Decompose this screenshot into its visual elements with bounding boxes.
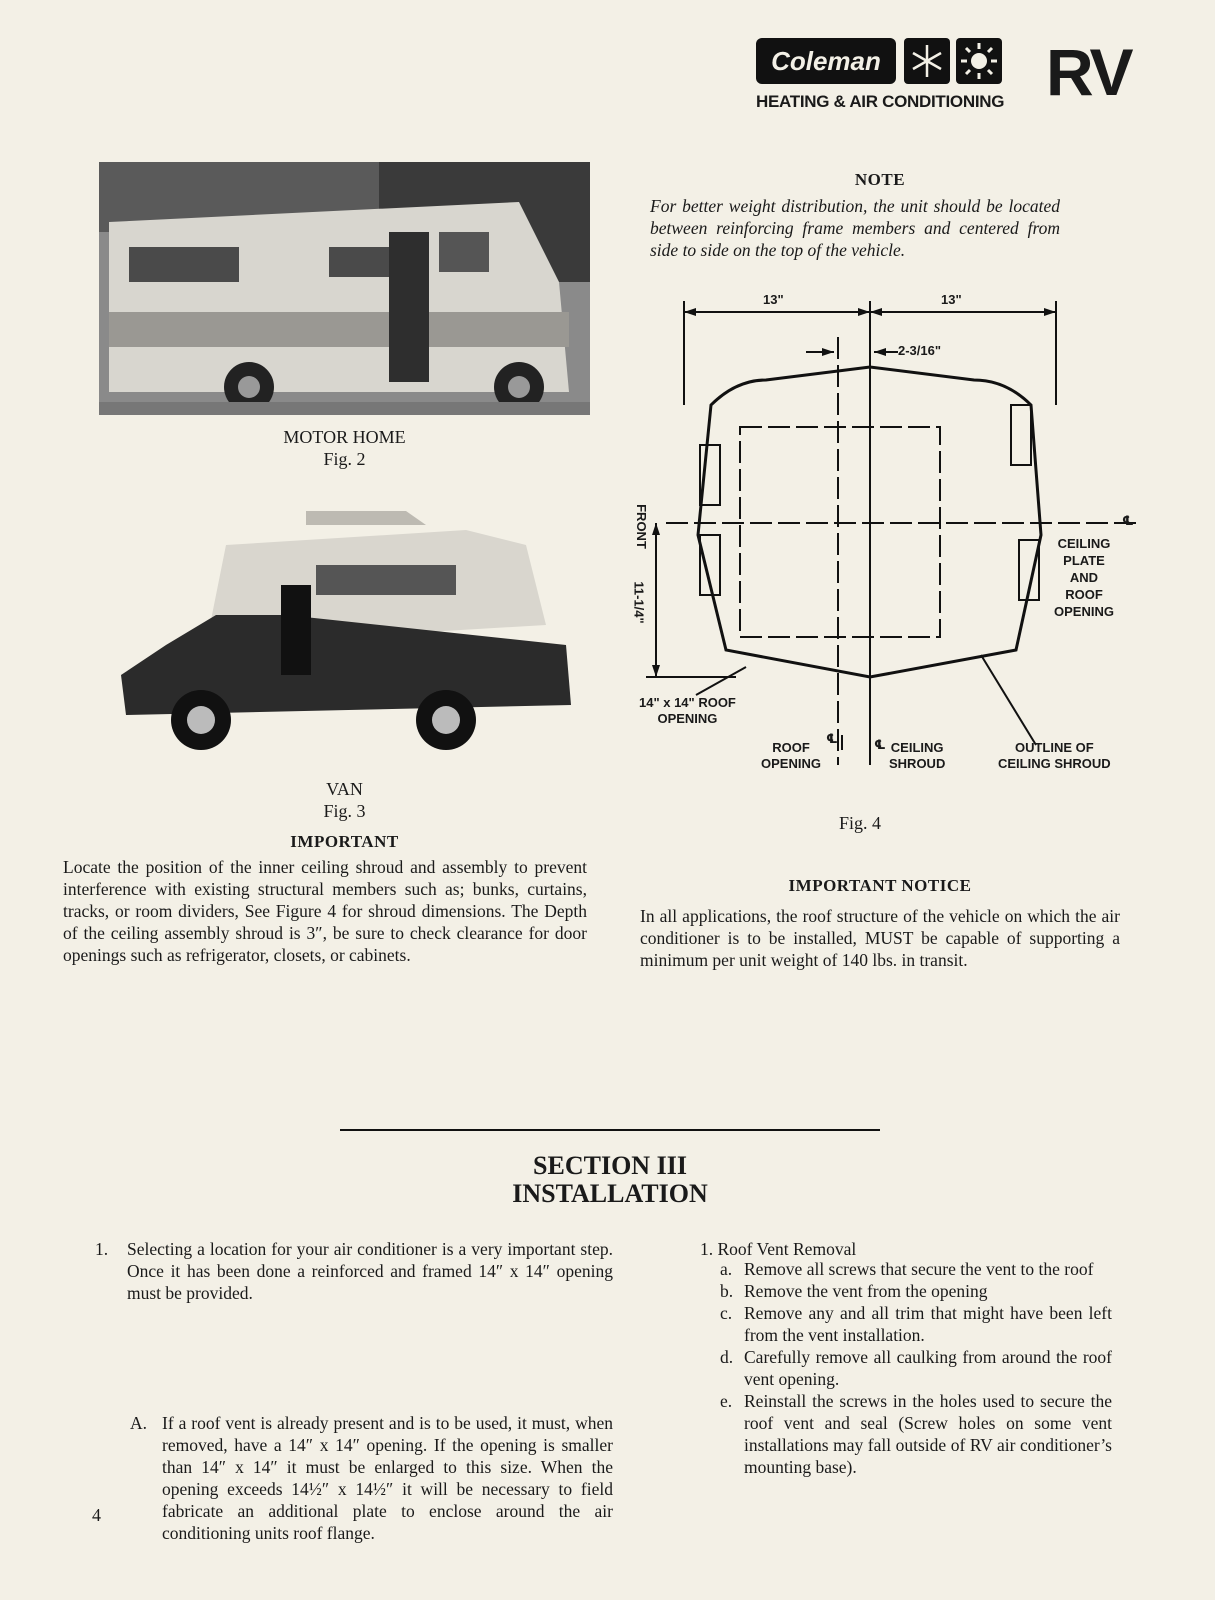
section-name: INSTALLATION <box>512 1179 708 1208</box>
fig4-ceiling-plate-label: CEILING PLATE AND ROOF OPENING <box>1054 536 1114 619</box>
fig3-number: Fig. 3 <box>323 801 366 821</box>
motor-home-photo <box>99 162 590 415</box>
fig4-roof-opening-size-label: 14" x 14" ROOF OPENING <box>639 695 736 726</box>
fig4-outline-label: OUTLINE OF CEILING SHROUD <box>998 740 1111 771</box>
coleman-wordmark: Coleman <box>756 38 896 84</box>
fig4-centerline-a: ℄ <box>826 731 838 746</box>
fig4-diagram <box>631 292 1146 775</box>
step-1-number: 1. <box>95 1239 109 1259</box>
important-text: Locate the position of the inner ceiling shroud and assembly to prevent interference with existing structural members such as; bunks, curtains, tracks, or room dividers, See Figure 4 for shroud dimensions. The Depth of the ceiling assembly shroud is 3″, be sure to check clearance for door openings such as refrigerator, closets, or cabinets. <box>63 857 587 965</box>
fig4-dim-right: 13" <box>941 292 962 307</box>
sun-icon <box>956 38 1002 84</box>
section-number: SECTION III <box>533 1151 687 1180</box>
fig4-depth-label: 11-1/4" <box>631 581 647 624</box>
important-heading: IMPORTANT <box>290 832 399 851</box>
section-rule <box>340 1129 880 1131</box>
fig4-number: Fig. 4 <box>838 813 881 833</box>
fig4-roof-opening-label: ROOF OPENING <box>761 740 821 771</box>
step-a-text: If a roof vent is already present and is to be used, it must, when removed, have a 14″ x 14″ opening. If the opening is smaller than 14″ x 14″ it must be enlarged to this size. When the opening exceeds 14½″ x 14½″ it will be necessary to field fabricate an additional plate to enclose around the air conditioning units roof flange. <box>162 1413 613 1543</box>
fig2-number: Fig. 2 <box>323 449 366 469</box>
fig2-caption <box>99 426 590 470</box>
step-a-letter: A. <box>130 1413 148 1433</box>
note-text: For better weight distribution, the unit should be located between reinforcing frame members and centered from side to side on the top of the vehicle. <box>650 196 1060 260</box>
fig4-centerline-b: ℄ <box>874 737 886 752</box>
step-a <box>130 1412 613 1544</box>
van-photo <box>106 505 582 765</box>
snowflake-icon <box>904 38 950 84</box>
fig4-front-label: FRONT <box>633 504 649 549</box>
list-item: c. Remove any and all trim that might have been left from the vent installation. <box>720 1303 1112 1345</box>
roof-vent-removal-title: 1. Roof Vent Removal <box>700 1239 857 1259</box>
list-item: b. Remove the vent from the opening <box>720 1281 988 1301</box>
fig4-centerline-right: ℄ <box>1122 513 1134 528</box>
list-item: e. Reinstall the screws in the holes used to secure the roof vent and seal (Screw holes on some vent installations may fall outside of RV air conditioner’s mounting base). <box>720 1391 1112 1477</box>
fig3-caption <box>99 778 590 822</box>
fig4-dim-center: 2-3/16" <box>898 343 942 358</box>
list-item: a. Remove all screws that secure the vent to the roof <box>720 1259 1094 1279</box>
fig2-title: MOTOR HOME <box>283 427 406 447</box>
roof-vent-removal-list <box>720 1258 1112 1478</box>
fig3-title: VAN <box>326 779 363 799</box>
brand-tagline: HEATING & AIR CONDITIONING <box>756 92 1005 111</box>
step-1-text: Selecting a location for your air conditioner is a very important step. Once it has been done a reinforced and framed 14″ x 14″ opening must be provided. <box>127 1239 613 1303</box>
step-1 <box>95 1238 613 1304</box>
rv-mark: RV <box>1046 35 1131 109</box>
page-number: 4 <box>92 1505 101 1525</box>
important-notice-text: In all applications, the roof structure of the vehicle on which the air conditioner is to be installed, MUST be capable of supporting a minimum per unit weight of 140 lbs. in transit. <box>640 906 1120 970</box>
coleman-logo <box>756 32 1144 112</box>
fig4-dim-left: 13" <box>763 292 784 307</box>
list-item: d. Carefully remove all caulking from around the roof vent opening. <box>720 1347 1112 1389</box>
important-notice-heading: IMPORTANT NOTICE <box>788 876 972 895</box>
fig4-ceiling-shroud-label: CEILING SHROUD <box>889 740 946 771</box>
section-title <box>400 1152 820 1208</box>
note-heading: NOTE <box>854 170 906 189</box>
